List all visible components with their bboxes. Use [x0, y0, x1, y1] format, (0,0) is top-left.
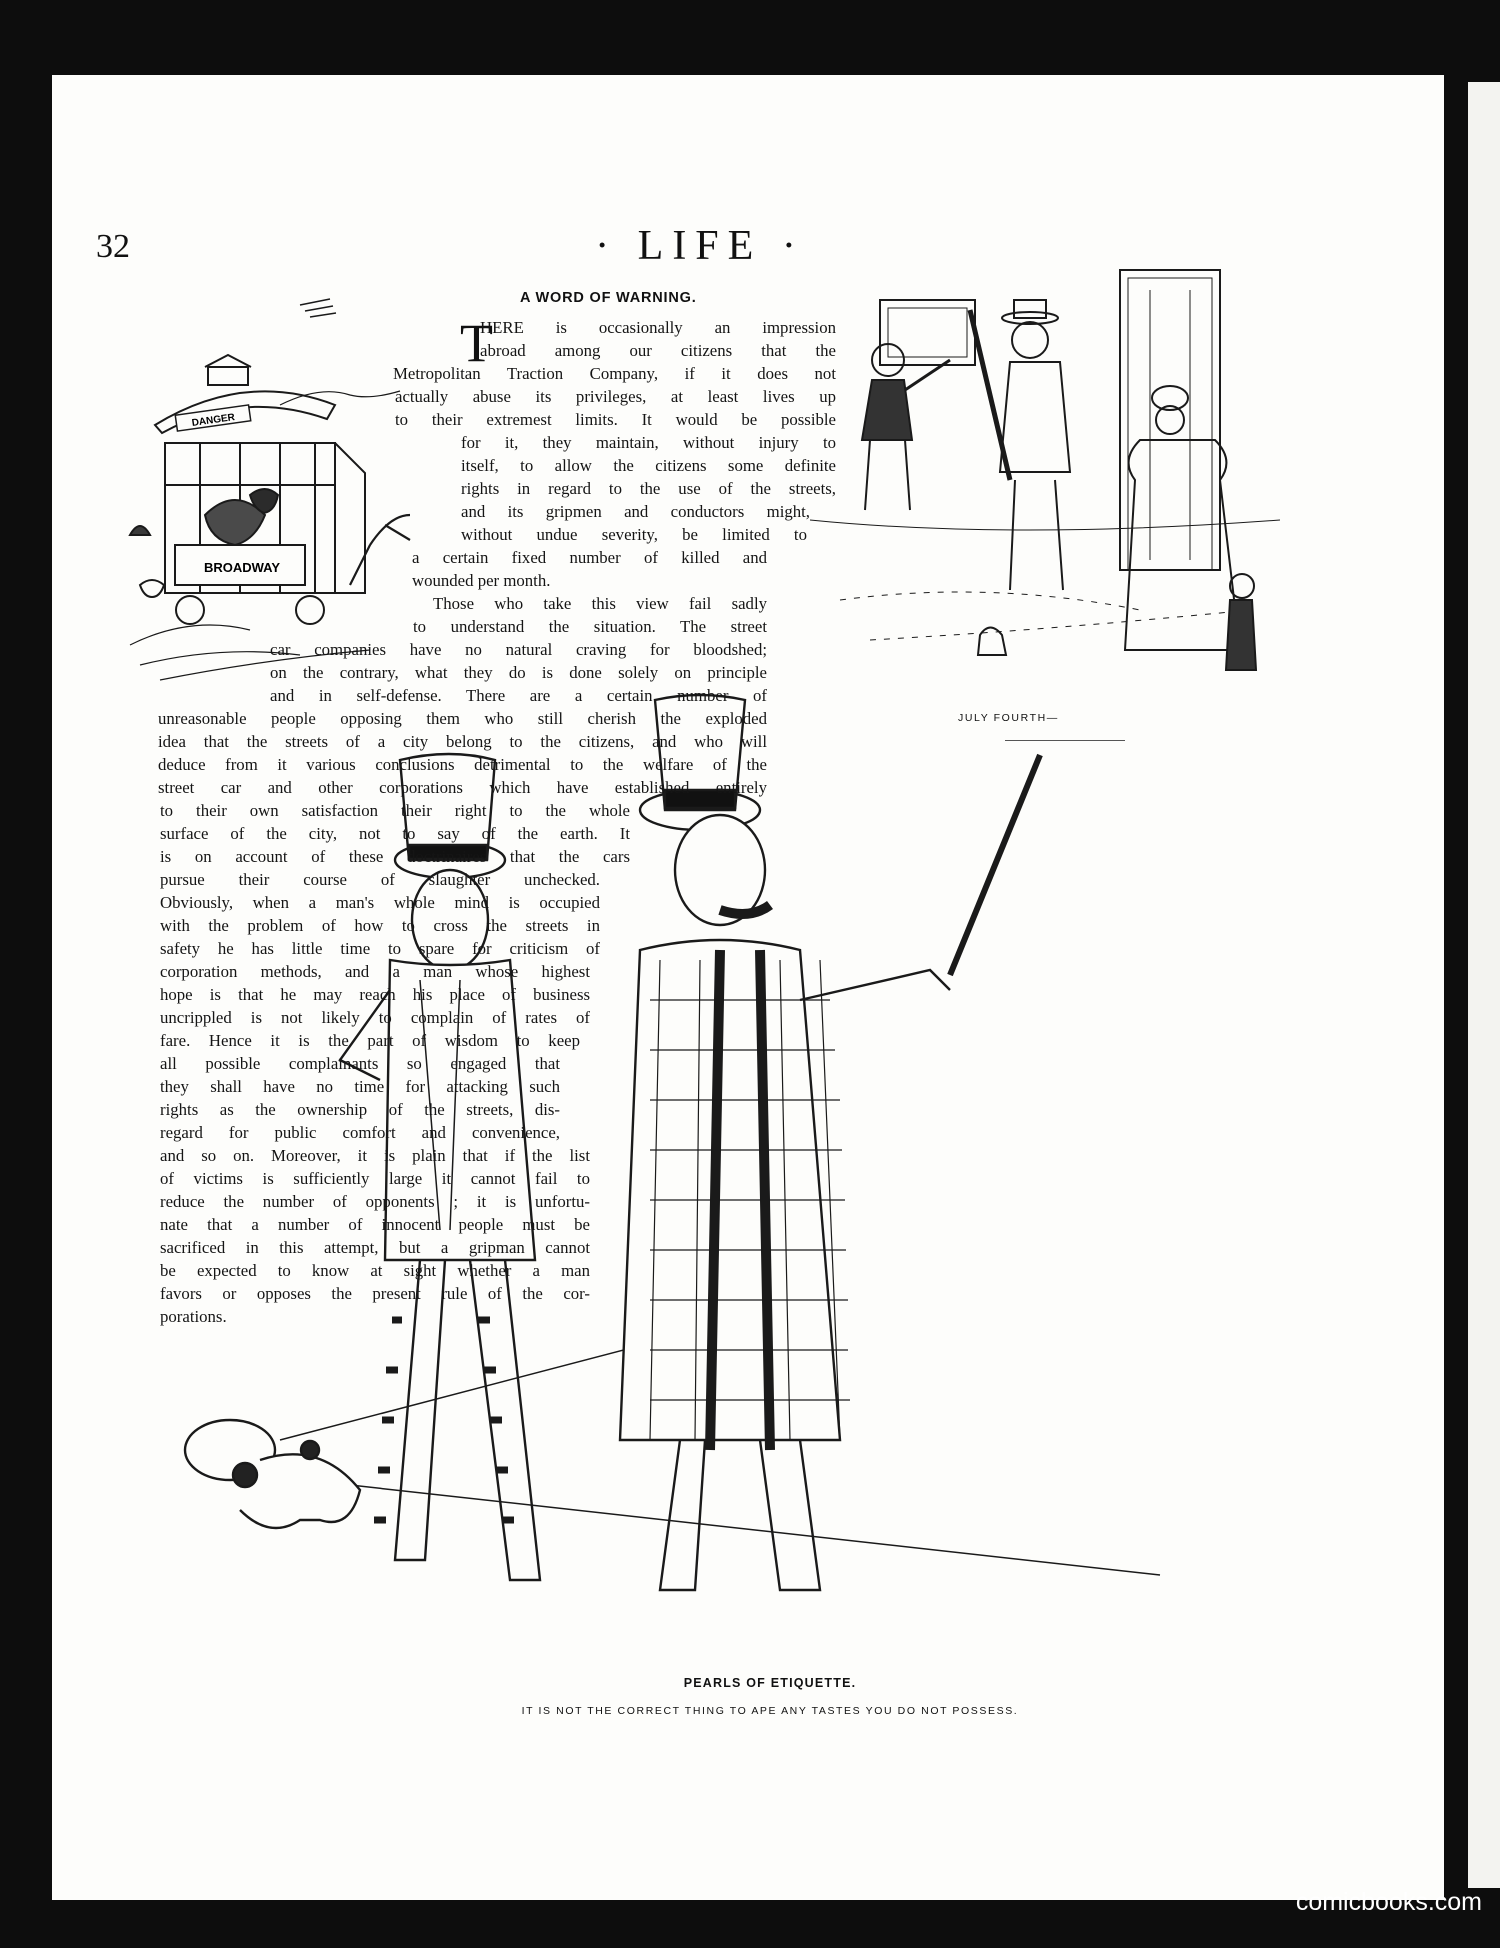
article-line: itself, to allow the citizens some definite [461, 456, 836, 475]
masthead: · LIFE · [595, 223, 805, 269]
article-line: to their own satisfaction their right to the whole [160, 801, 630, 820]
article-line: be expected to know at sight whether a man [160, 1261, 590, 1280]
drop-cap: T [460, 313, 493, 373]
article-line: and its gripmen and conductors might, [461, 502, 810, 521]
july-caption-rule [1005, 740, 1125, 741]
article-line: on the contrary, what they do is done solely on principle [270, 663, 767, 682]
pearls-cartoon-title: PEARLS OF ETIQUETTE. [683, 1676, 857, 1690]
article-line: nate that a number of innocent people must be [160, 1215, 590, 1234]
article-line: to understand the situation. The street [413, 617, 767, 636]
article-line: rights in regard to the use of the streets, [461, 479, 836, 498]
next-page-edge [1468, 82, 1500, 1888]
article-title: A WORD OF WARNING. [520, 290, 697, 306]
article-line: surface of the city, not to say of the earth. It [160, 824, 630, 843]
article-line: car companies have no natural craving for bloodshed; [270, 640, 767, 659]
article-line: reduce the number of opponents ; it is unfortu- [160, 1192, 590, 1211]
article-line: favors or opposes the present rule of the cor- [160, 1284, 590, 1303]
july-fourth-caption: JULY FOURTH— [958, 712, 1059, 724]
article-line: Those who take this view fail sadly [433, 594, 767, 613]
streetcar-illustration [130, 295, 430, 685]
article-line: corporation methods, and a man whose highest [160, 962, 590, 981]
article-line: wounded per month. [412, 571, 551, 590]
watermark: comicbooks.com [1295, 1888, 1482, 1916]
article-line: deduce from it various conclusions detrimental to the welfare of the [158, 755, 767, 774]
article-line: street car and other corporations which have established entirely [158, 778, 767, 797]
article-line: Metropolitan Traction Company, if it does not [393, 364, 836, 383]
article-line: porations. [160, 1307, 227, 1326]
article-line: idea that the streets of a city belong to the citizens, and who will [158, 732, 767, 751]
article-line: rights as the ownership of the streets, dis- [160, 1100, 560, 1119]
article-line: safety he has little time to spare for criticism of [160, 939, 600, 958]
article-line: without undue severity, be limited to [461, 525, 807, 544]
article-line: for it, they maintain, without injury to [461, 433, 836, 452]
article-line: of victims is sufficiently large it cannot fail to [160, 1169, 590, 1188]
article-line: HERE is occasionally an impression [480, 318, 836, 337]
article-line: a certain fixed number of killed and [412, 548, 767, 567]
july-fourth-illustration [810, 270, 1280, 700]
page-number: 32 [96, 228, 130, 265]
article-line: abroad among our citizens that the [480, 341, 836, 360]
article-line: hope is that he may reach his place of business [160, 985, 590, 1004]
article-line: pursue their course of slaughter unchecked. [160, 870, 600, 889]
streetcar-route-sign: BROADWAY [203, 560, 281, 575]
article-line: is on account of these doctrinaires that the cars [160, 847, 630, 866]
pearls-cartoon-subtitle: IT IS NOT THE CORRECT THING TO APE ANY TASTES YOU DO NOT POSSESS. [521, 1705, 1019, 1717]
article-line: and so on. Moreover, it is plain that if the list [160, 1146, 590, 1165]
article-line: uncrippled is not likely to complain of rates of [160, 1008, 590, 1027]
article-line: actually abuse its privileges, at least lives up [395, 387, 836, 406]
article-line: they shall have no time for attacking such [160, 1077, 560, 1096]
article-line: regard for public comfort and convenience, [160, 1123, 560, 1142]
article-line: to their extremest limits. It would be possible [395, 410, 836, 429]
article-line: fare. Hence it is the part of wisdom to keep [160, 1031, 580, 1050]
article-line: sacrificed in this attempt, but a gripman cannot [160, 1238, 590, 1257]
article-line: Obviously, when a man's whole mind is occupied [160, 893, 600, 912]
article-line: all possible complainants so engaged that [160, 1054, 560, 1073]
streetcar-roof-sign: DANGER [191, 412, 236, 429]
article-line: and in self-defense. There are a certain number of [270, 686, 767, 705]
article-line: with the problem of how to cross the streets in [160, 916, 600, 935]
article-line: unreasonable people opposing them who still cherish the exploded [158, 709, 767, 728]
